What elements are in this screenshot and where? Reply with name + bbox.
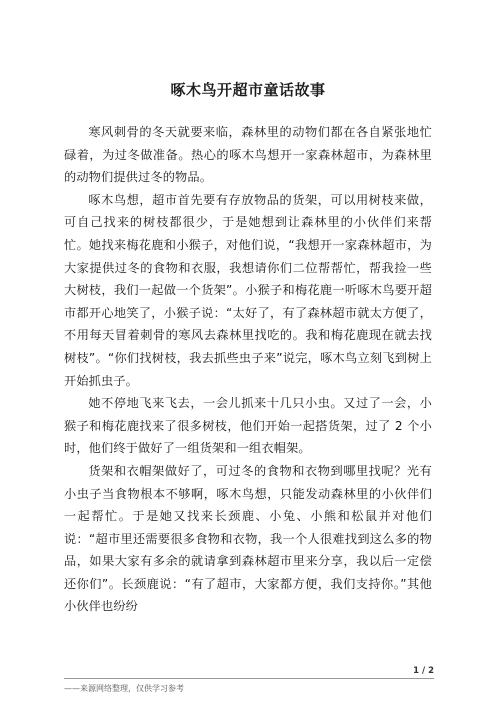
- footer-divider: [64, 678, 434, 679]
- paragraph-4: 货架和衣帽架做好了，可过冬的食物和衣物到哪里找呢？光有小虫子当食物根本不够啊，啄木鸟想，只能发动森林里的小伙伴们一起帮忙。于是她又找来长颈鹿、小兔、小熊和松鼠并对他们说：“超市里还需要很多食物和衣物，我一个人很难找到这么多的物品，如果大家有多余的就请拿到森林超市里来分享，我以后一定偿还你们”。长颈鹿说：“有了超市，大家都方便，我们支持你。”其他小伙伴也纷纷: [64, 463, 432, 614]
- paragraph-3: 她不停地飞来飞去，一会儿抓来十几只小虫。又过了一会，小猴子和梅花鹿找来了很多树枝，他们开始一起搭货架，过了 2 个小时，他们终于做好了一组货架和一组衣帽架。: [64, 396, 432, 456]
- footer-source-note: ——来源网络整理，仅供学习参考: [64, 684, 184, 693]
- document-title: 啄木鸟开超市童话故事: [170, 81, 326, 99]
- document-body: [64, 121, 432, 618]
- paragraph-2: 啄木鸟想，超市首先要有存放物品的货架，可以用树枝来做，可自己找来的树枝都很少，于是她想到让森林里的小伙伴们来帮忙。她找来梅花鹿和小猴子，对他们说，“我想开一家森林超市，为大家提供过冬的食物和衣服，我想请你们二位帮帮忙，帮我捡一些大树枝，我们一起做一个货架”。小猴子和梅花鹿一听啄木鸟要开超市都开心地笑了，小猴子说：“太好了，有了森林超市就太方便了，不用每天冒着刺骨的寒风去森林里找吃的。我和梅花鹿现在就去找树枝”。“你们找树枝，我去抓些虫子来”说完，啄木鸟立刻飞到树上开始抓虫子。: [64, 192, 432, 388]
- page-number: 1 / 2: [413, 666, 434, 676]
- paragraph-1: 寒风刺骨的冬天就要来临，森林里的动物们都在各自紧张地忙碌着，为过冬做准备。热心的啄木鸟想开一家森林超市，为森林里的动物们提供过冬的物品。: [64, 125, 432, 185]
